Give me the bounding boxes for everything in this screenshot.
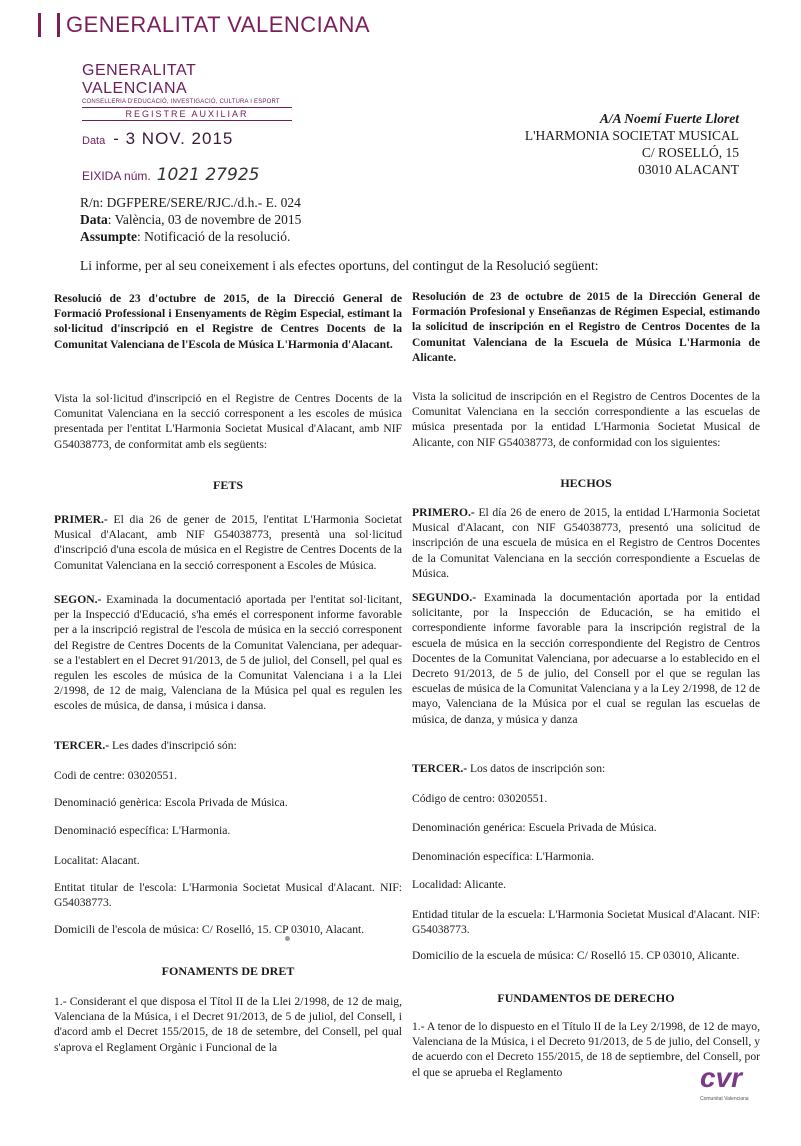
stamp-register: REGISTRE AUXILIAR — [82, 107, 292, 121]
left-generica: Denominació genèrica: Escola Privada de Música. — [54, 796, 288, 809]
recipient-city: 03010 ALACANT — [638, 162, 739, 177]
letterhead-org-name: GENERALITAT VALENCIANA — [66, 12, 371, 37]
left-domicili: Domicili de l'escola de música: C/ Roselló, 15. CP 03010, Alacant. — [54, 923, 365, 936]
right-tercero-text: Los datos de inscripción son: — [467, 762, 606, 775]
recipient-address — [525, 110, 739, 178]
intro-paragraph: Li informe, per al seu coneixement i als efectes oportuns, del contingut de la Resolució següent: — [80, 258, 599, 273]
right-tercero-paragraph — [412, 761, 760, 776]
reference-subject-value: : Notificació de la resolució. — [137, 229, 291, 244]
left-titular: Entitat titular de l'escola: L'Harmonia Societat Musical d'Alacant. NIF: G54038773. — [54, 881, 402, 910]
right-tercero — [412, 761, 760, 788]
reference-block — [80, 194, 301, 245]
left-tercer-text: Les dades d'inscripció són: — [109, 739, 237, 752]
right-title — [412, 289, 760, 377]
right-vista-text: Vista la solicitud de inscripción en el Registro de Centros Docentes de la Comunitat Valenciana en la sección correspondiente a las escuelas de música presentada por la entidad L'Harmonia Societat Musical de Alicante, con NIF G54038773, de conformidad con los siguientes: — [412, 390, 760, 449]
reference-date — [80, 211, 301, 228]
right-segundo — [412, 590, 760, 739]
recipient-org: L'HARMONIA SOCIETAT MUSICAL — [524, 128, 739, 143]
stamp-exit-number: 1021 27925 — [156, 165, 260, 185]
left-fets-heading: FETS — [212, 478, 243, 492]
right-fundamentos-heading: FUNDAMENTOS DE DERECHO — [497, 991, 675, 1005]
reference-date-label: Data — [80, 212, 108, 227]
left-fonaments-heading: FONAMENTS DE DRET — [161, 964, 295, 978]
right-titular: Entidad titular de la escuela: L'Harmonia Societat Musical d'Alacant. NIF: G54038773. — [412, 908, 760, 937]
left-fonaments: 1.- Considerant el que disposa el Títol II de la Llei 2/1998, de 12 de maig, Valenciana de la Música, i el Decret 91/2013, de 5 de juliol, del Consell, i d'acord amb el Decret 155/2015, de 18 de setembre, del Consell, pel qual s'aprova el Reglament Orgànic i Funcional de la — [54, 995, 402, 1054]
left-codi: Codi de centre: 03020551. — [54, 769, 177, 782]
left-primer — [54, 512, 402, 585]
right-vista — [412, 389, 760, 462]
right-segundo-paragraph — [412, 590, 760, 727]
reference-subject — [80, 228, 301, 245]
stamp-date-label: Data — [82, 135, 106, 147]
comunitat-valenciana-logo-icon: cvr — [700, 1062, 743, 1093]
left-segon-paragraph — [54, 592, 402, 714]
left-segon-text: Examinada la documentació aportada per l'entitat sol·licitant, per la Inspecció d'Educació, s'ha emés el corresponent informe favorable per a la inscripció registral de l'escola de música en la secció corresponent del Registre de Centres Docents de la Comunitat Valenciana, per adequar-se a l'establert en el Decret 91/2013, de 5 de juliol, del Consell, pel qual es regulen les escoles de música de la Comunitat Valenciana i a la Llei 2/1998, de 12 de maig, Valenciana de la Música pel qual es regulen les escoles de música, de dansa, i música i dansa. — [54, 593, 402, 713]
right-segundo-text: Examinada la documentación aportada por la entidad solicitante, por la Inspección de Educación, se ha emitido el correspondiente informe favorable para la inscripción registral de la escuela de música en la sección correspondiente del Registro de Centros Docentes de la Comunitat Valenciana, por adecuarse a lo establecido en el Decreto 91/2013, de 5 de julio, del Consell por el que se regulan las escuelas de música de la Comunitat Valenciana y a la Ley 2/1998, de 12 de mayo, Valenciana de la Música por el cual se regulan las escuelas de música, de danza, y música y danza — [412, 591, 760, 726]
right-especifica: Denominación específica: L'Harmonia. — [412, 850, 595, 863]
left-resolution-title: Resolució de 23 d'octubre de 2015, de la Direcció General de Formació Professional i Ensenyaments de Règim Especial, estimant la sol·licitud d'inscripció en el Registre de Centres Docents de la Comunitat Valenciana de l'Escola de Música L'Harmonia d'Alacant. — [54, 292, 402, 351]
recipient-street: C/ ROSELLÓ, 15 — [641, 145, 739, 160]
left-primer-paragraph — [54, 512, 402, 573]
right-generica: Denominación genérica: Escuela Privada de Música. — [412, 821, 657, 834]
right-fundamentos: 1.- A tenor de lo dispuesto en el Título II de la Ley 2/1998, de 12 de mayo, Valenciana de la Música, i el Decreto 91/2013, de 5 de julio, del Consell, y de acuerdo con el Decreto 155/2015, de 18 de septiembre, del Consell, por el que se aprueba el Reglamento — [412, 1020, 760, 1079]
letterhead-logo — [38, 12, 370, 38]
recipient-attn: A/A Noemí Fuerte Lloret — [599, 111, 739, 126]
left-title — [54, 291, 402, 364]
left-vista-text: Vista la sol·licitud d'inscripció en el Registre de Centres Docents de la Comunitat Valenciana en la secció corresponent a les escoles de música presentada per l'entitat L'Harmonia Societat Musical d'Alacant, amb NIF G54038773, de conformitat amb els següents: — [54, 392, 402, 451]
reference-number: R/n: DGFPERE/SERE/RJC./d.h.- E. 024 — [80, 195, 301, 210]
stamp-org-name: GENERALITAT VALENCIANA — [82, 62, 196, 97]
stamp-department: CONSELLERIA D'EDUCACIÓ, INVESTIGACIÓ, CULTURA I ESPORT — [82, 99, 280, 105]
reference-subject-label: Assumpte — [80, 229, 138, 244]
scan-speck — [285, 936, 290, 941]
reference-date-value: : València, 03 de novembre de 2015 — [107, 212, 302, 227]
left-vista — [54, 391, 402, 464]
right-localidad: Localidad: Alicante. — [412, 878, 507, 891]
stamp-date-row — [82, 129, 292, 149]
right-resolution-title: Resolución de 23 de octubre de 2015 de la Dirección General de Formación Profesional y Enseñanzas de Régimen Especial, estimando la solicitud de inscripción en el Registro de Centros Docentes de la Comunitat Valenciana de la Escuela de Música L'Harmonia de Alicante. — [412, 290, 760, 364]
right-tercero-label: TERCER.- — [412, 762, 468, 775]
right-primero-label: PRIMERO.- — [412, 506, 475, 519]
right-codigo: Código de centro: 03020551. — [412, 792, 548, 805]
stamp-date-value: - 3 NOV. 2015 — [113, 129, 234, 148]
left-localitat: Localitat: Alacant. — [54, 854, 140, 867]
registry-stamp — [82, 62, 292, 185]
left-segon — [54, 592, 402, 726]
right-primero-paragraph — [412, 505, 760, 581]
footer-logo-caption: Comunitat Valenciana — [700, 1096, 749, 1102]
right-primero-text: El día 26 de enero de 2015, la entidad L'Harmonia Societat Musical d'Alacant, con NIF G54038773, presentó una solicitud de inscripción de una escuela de música en el Registro de Centros Docentes de la Comunitat Valenciana en la sección correspondiente a Escuelas de Música. — [412, 506, 760, 580]
left-especifica: Denominació específica: L'Harmonia. — [54, 824, 231, 837]
footer-logo — [700, 1062, 770, 1102]
right-domicilio: Domicilio de la escuela de música: C/ Roselló 15. CP 03010, Alicante. — [412, 949, 740, 962]
generalitat-emblem-icon — [38, 13, 60, 37]
left-segon-label: SEGON.- — [54, 593, 102, 606]
left-tercer-paragraph — [54, 738, 402, 753]
right-segundo-label: SEGUNDO.- — [412, 591, 477, 604]
right-primero — [412, 505, 760, 593]
left-tercer — [54, 738, 402, 765]
stamp-exit-label: EIXIDA núm. — [82, 169, 151, 183]
left-tercer-label: TERCER.- — [54, 739, 110, 752]
right-hechos-heading: HECHOS — [560, 476, 612, 490]
stamp-exit-row — [82, 165, 292, 185]
left-primer-text: El dia 26 de gener de 2015, l'entitat L'Harmonia Societat Musical d'Alacant, amb NIF G54038773, presentà una sol·licitud d'inscripció d'una escola de música en el Registre de Centres Docents de la Comunitat Valenciana en la secció corresponent a Escoles de Música. — [54, 513, 402, 572]
left-primer-label: PRIMER.- — [54, 513, 108, 526]
